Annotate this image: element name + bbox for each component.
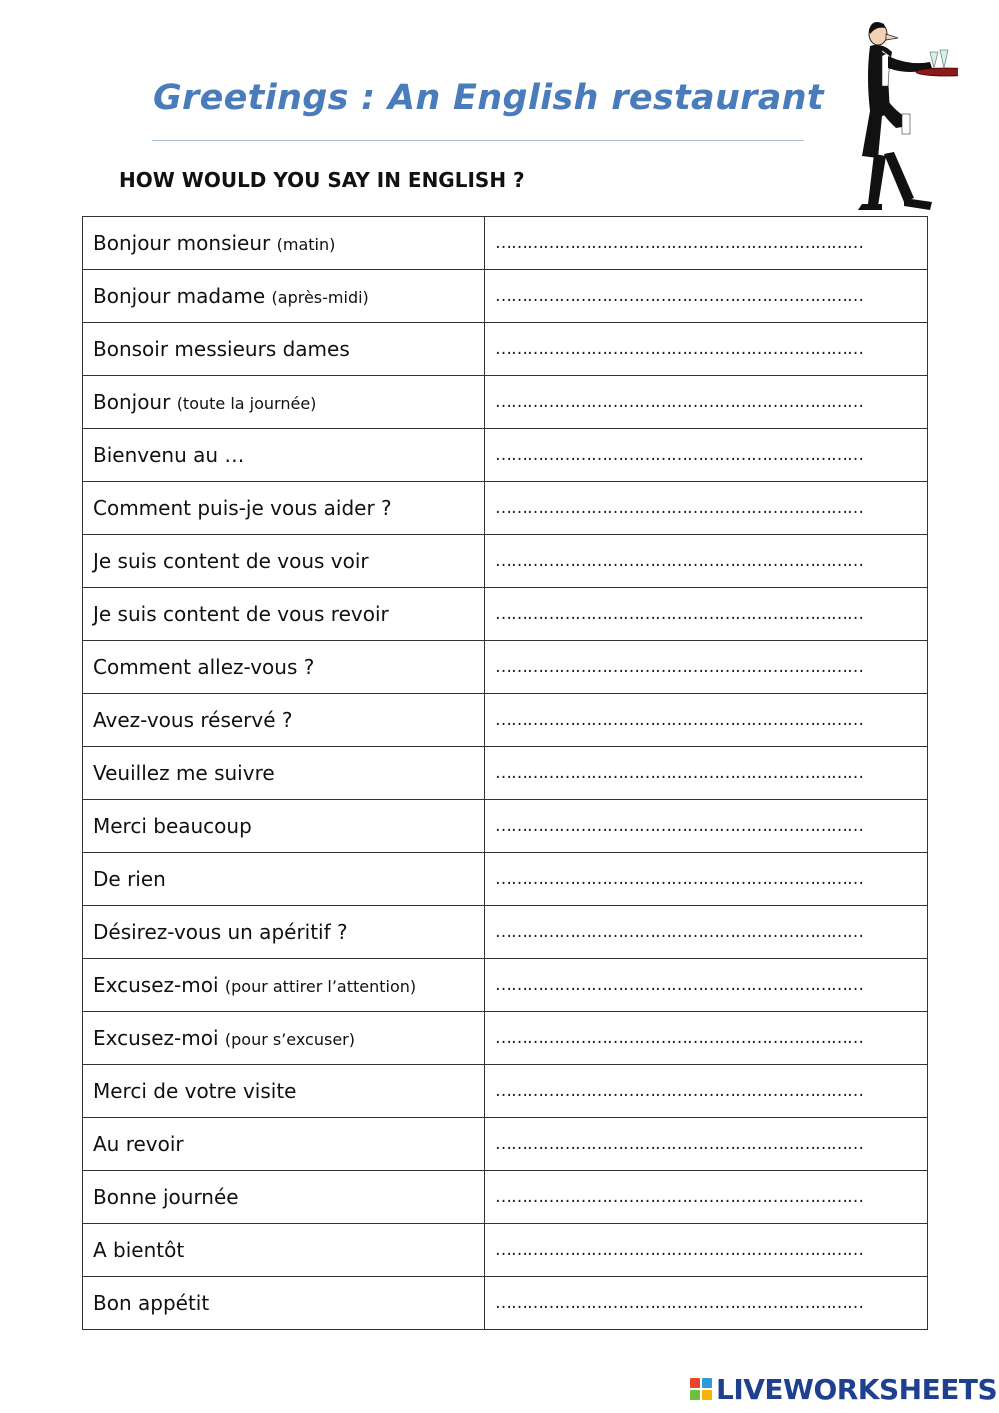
english-answer-field[interactable]: …………………………………………………………… bbox=[485, 217, 928, 270]
french-phrase-cell bbox=[83, 641, 485, 694]
french-phrase-cell bbox=[83, 694, 485, 747]
english-answer-field[interactable]: …………………………………………………………… bbox=[485, 1277, 928, 1330]
french-phrase-cell bbox=[83, 959, 485, 1012]
english-answer-field[interactable]: …………………………………………………………… bbox=[485, 429, 928, 482]
english-answer-field[interactable]: …………………………………………………………… bbox=[485, 1171, 928, 1224]
english-answer-field[interactable]: …………………………………………………………… bbox=[485, 853, 928, 906]
table-row bbox=[83, 747, 928, 800]
table-row bbox=[83, 800, 928, 853]
logo-text: LIVEWORKSHEETS bbox=[716, 1372, 998, 1406]
french-phrase: Désirez-vous un apéritif ? bbox=[93, 920, 348, 944]
french-phrase-cell bbox=[83, 1224, 485, 1277]
translation-table bbox=[82, 216, 928, 1330]
french-phrase: De rien bbox=[93, 867, 166, 891]
french-phrase-cell bbox=[83, 270, 485, 323]
worksheet-title: Greetings : An English restaurant bbox=[153, 78, 824, 118]
table-row bbox=[83, 1118, 928, 1171]
french-phrase-cell bbox=[83, 1012, 485, 1065]
phrase-context-note: (matin) bbox=[276, 235, 336, 254]
french-phrase: Merci beaucoup bbox=[93, 814, 252, 838]
french-phrase: Bon appétit bbox=[93, 1291, 210, 1315]
french-phrase-cell bbox=[83, 535, 485, 588]
french-phrase: Bonjour bbox=[93, 390, 171, 414]
table-row bbox=[83, 376, 928, 429]
french-phrase: Excusez-moi bbox=[93, 1026, 219, 1050]
phrase-context-note: (pour attirer l’attention) bbox=[224, 977, 417, 996]
table-row bbox=[83, 429, 928, 482]
french-phrase-cell bbox=[83, 376, 485, 429]
table-row bbox=[83, 482, 928, 535]
french-phrase: Veuillez me suivre bbox=[93, 761, 275, 785]
table-row bbox=[83, 1277, 928, 1330]
english-answer-field[interactable]: …………………………………………………………… bbox=[485, 959, 928, 1012]
english-answer-field[interactable]: …………………………………………………………… bbox=[485, 694, 928, 747]
table-row bbox=[83, 535, 928, 588]
french-phrase: Merci de votre visite bbox=[93, 1079, 297, 1103]
french-phrase-cell bbox=[83, 906, 485, 959]
table-row bbox=[83, 641, 928, 694]
table-row bbox=[83, 1012, 928, 1065]
table-row bbox=[83, 217, 928, 270]
table-row bbox=[83, 1171, 928, 1224]
english-answer-field[interactable]: …………………………………………………………… bbox=[485, 906, 928, 959]
french-phrase: Bonjour monsieur bbox=[93, 231, 271, 255]
instructions-heading: HOW WOULD YOU SAY IN ENGLISH ? bbox=[119, 168, 525, 192]
french-phrase: Comment puis-je vous aider ? bbox=[93, 496, 392, 520]
table-row bbox=[83, 588, 928, 641]
english-answer-field[interactable]: …………………………………………………………… bbox=[485, 270, 928, 323]
french-phrase: Bienvenu au … bbox=[93, 443, 245, 467]
english-answer-field[interactable]: …………………………………………………………… bbox=[485, 1065, 928, 1118]
french-phrase-cell bbox=[83, 217, 485, 270]
phrase-context-note: (pour s’excuser) bbox=[224, 1030, 355, 1049]
english-answer-field[interactable]: …………………………………………………………… bbox=[485, 1012, 928, 1065]
english-answer-field[interactable]: …………………………………………………………… bbox=[485, 1118, 928, 1171]
french-phrase-cell bbox=[83, 429, 485, 482]
french-phrase-cell bbox=[83, 800, 485, 853]
french-phrase-cell bbox=[83, 482, 485, 535]
waiter-illustration bbox=[848, 16, 958, 216]
french-phrase: Bonsoir messieurs dames bbox=[93, 337, 350, 361]
french-phrase-cell bbox=[83, 323, 485, 376]
french-phrase: Je suis content de vous voir bbox=[93, 549, 369, 573]
table-row bbox=[83, 853, 928, 906]
english-answer-field[interactable]: …………………………………………………………… bbox=[485, 376, 928, 429]
french-phrase: Avez-vous réservé ? bbox=[93, 708, 293, 732]
table-row bbox=[83, 694, 928, 747]
english-answer-field[interactable]: …………………………………………………………… bbox=[485, 747, 928, 800]
french-phrase-cell bbox=[83, 1171, 485, 1224]
french-phrase: A bientôt bbox=[93, 1238, 185, 1262]
english-answer-field[interactable]: …………………………………………………………… bbox=[485, 1224, 928, 1277]
english-answer-field[interactable]: …………………………………………………………… bbox=[485, 641, 928, 694]
french-phrase: Comment allez-vous ? bbox=[93, 655, 315, 679]
english-answer-field[interactable]: …………………………………………………………… bbox=[485, 800, 928, 853]
phrase-context-note: (toute la journée) bbox=[176, 394, 317, 413]
phrase-context-note: (après-midi) bbox=[271, 288, 369, 307]
french-phrase-cell bbox=[83, 1277, 485, 1330]
table-row bbox=[83, 323, 928, 376]
english-answer-field[interactable]: …………………………………………………………… bbox=[485, 588, 928, 641]
title-underline bbox=[152, 140, 804, 141]
english-answer-field[interactable]: …………………………………………………………… bbox=[485, 482, 928, 535]
french-phrase: Excusez-moi bbox=[93, 973, 219, 997]
french-phrase: Bonne journée bbox=[93, 1185, 239, 1209]
french-phrase: Au revoir bbox=[93, 1132, 184, 1156]
table-row bbox=[83, 906, 928, 959]
liveworksheets-logo bbox=[690, 1373, 997, 1405]
french-phrase: Bonjour madame bbox=[93, 284, 266, 308]
table-row bbox=[83, 1065, 928, 1118]
table-row bbox=[83, 959, 928, 1012]
logo-mark-icon bbox=[690, 1378, 712, 1400]
french-phrase-cell bbox=[83, 1065, 485, 1118]
english-answer-field[interactable]: …………………………………………………………… bbox=[485, 535, 928, 588]
french-phrase-cell bbox=[83, 853, 485, 906]
table-row bbox=[83, 270, 928, 323]
french-phrase: Je suis content de vous revoir bbox=[93, 602, 389, 626]
french-phrase-cell bbox=[83, 588, 485, 641]
french-phrase-cell bbox=[83, 1118, 485, 1171]
table-row bbox=[83, 1224, 928, 1277]
french-phrase-cell bbox=[83, 747, 485, 800]
english-answer-field[interactable]: …………………………………………………………… bbox=[485, 323, 928, 376]
